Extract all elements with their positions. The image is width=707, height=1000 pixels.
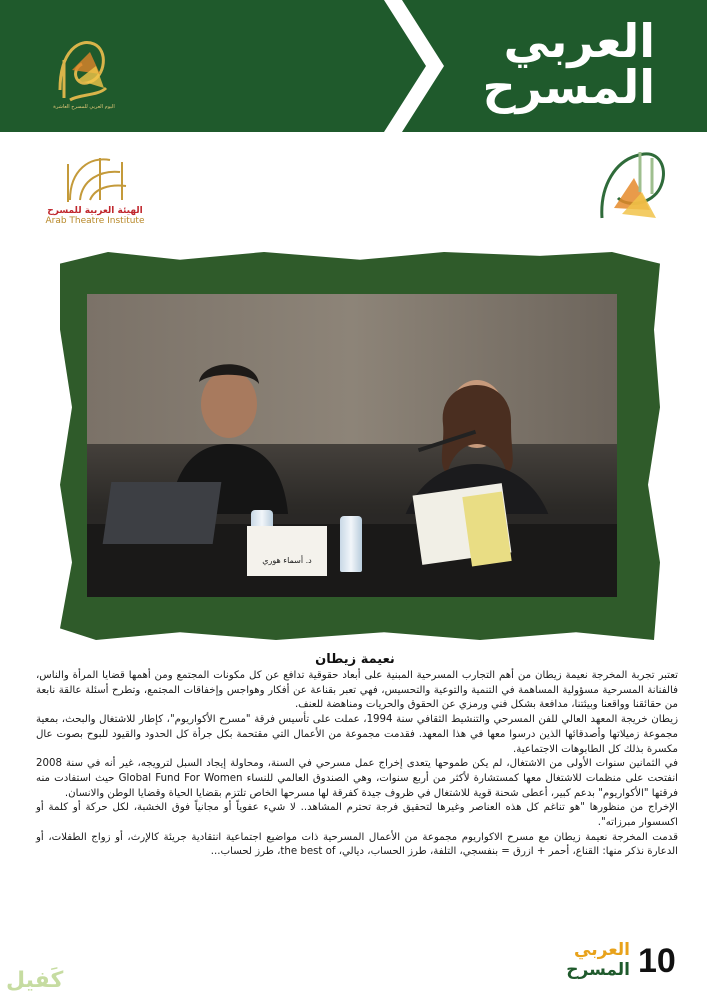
footer-magazine-mark	[540, 940, 630, 982]
footer-mark-line-1: العربي	[574, 940, 630, 960]
emblem-caption: اليوم العربي للمسرح العاشرة	[53, 104, 115, 110]
paragraph: الإخراج من منظورها "هو تناغم كل هذه العناصر وغيرها لتحقيق فرجة تحترم المشاهد.. لا شيء عفوياً أو مجانياً فوق الخشبة، لكل حركة أو كلمة أو اكسسوار مبرزاته".	[36, 802, 678, 829]
laptop	[103, 482, 222, 544]
paragraph: تعتبر تجربة المخرجة نعيمة زيطان من أهم التجارب المسرحية المبنية على أبعاد حقوقية تدافع عن كل مكونات المجتمع ومن أهمها قضايا المرأة والناس، فالفنانة المسرحية مسؤولية المساهمة في التنمية والتوعية والتحسيس، فهي تعبر بقناعة عن أفكار وهواجس وإخفاقات المجتمع، وتطرح أسئلة عالقة نابعة من حقائقنا وواقعنا وبيئتنا، مدافعة بشكل فني ورمزي عن الحقوق والحريات ومناهضة للعنف.	[36, 670, 678, 711]
magazine-masthead	[425, 14, 655, 118]
speaker-nameplate	[247, 526, 327, 576]
water-bottle	[340, 516, 362, 572]
paragraph: زيطان خريجة المعهد العالي للفن المسرحي والتنشيط الثقافي سنة 1994، عملت على تأسيس فرقة "مسرح الأكواريوم"، كإطار للاشتغال والبحث، بمعية مجموعة زميلاتها وأصدقائها الذين درسوا معها في هذا المعهد. فقدمت مجموعة من الأعمال التي مقتحمة بكل جرأة كل الحدود والقيود للبوح بصوت عال مكسرة بذلك كل الطابوهات الاجتماعية.	[36, 714, 678, 755]
masthead-line-1: العربي	[503, 14, 655, 68]
ati-logo-icon	[40, 150, 150, 210]
nameplate-text: د. أسماء هوري	[262, 556, 312, 565]
header-band	[0, 0, 707, 132]
paragraph: في الثمانين سنوات الأولى من الاشتغال، لم يكن طموحها يتعدى إخراج عمل مسرحي في السنة، ومحاولة إيجاد السبل لترويجه، غير أنه في سنة 2008 انفتحت على منظمات للاشتغال معها كمستشارة لأكثر من أربع سنوات، وهي الصندوق العالمي للنساء Global Fund For Women حيث استفادت منه فرقتها "الأكواريوم" بدعم كبير، أعطى شحنة قوية للاشتغال في ظروف جيدة كفرقة لها مسرحها الخاص تلتزم بقضايا الحياة وقضايا الوطن والانسان.	[36, 758, 678, 799]
ati-name-arabic: الهيئة العربية للمسرح	[47, 206, 143, 216]
paragraph: قدمت المخرجة نعيمة زيطان مع مسرح الاكواريوم مجموعة من الأعمال المسرحية ذات مواضيع اجتماعية انتقادية جريئة كالإرث، أو زواج الطفلات، أو الدعارة نذكر منها: القناع، أحمر + ازرق = بنفسجي، التلفة، طرز الحساب، ديالي، the best of، طرز لحساب...	[36, 831, 678, 858]
festival-emblem-icon	[50, 30, 116, 112]
festival-logo-icon	[594, 148, 672, 228]
footer-mark-line-2: المسرح	[566, 960, 630, 980]
article-title: نعيمة زيطان	[315, 652, 395, 667]
event-photo	[87, 294, 617, 597]
masthead-line-2: المسرح	[482, 60, 655, 114]
article-body	[36, 669, 678, 860]
page-number: 10	[638, 942, 676, 980]
watermark: كَفيل	[6, 968, 64, 993]
ati-name-english: Arab Theatre Institute	[45, 216, 145, 226]
